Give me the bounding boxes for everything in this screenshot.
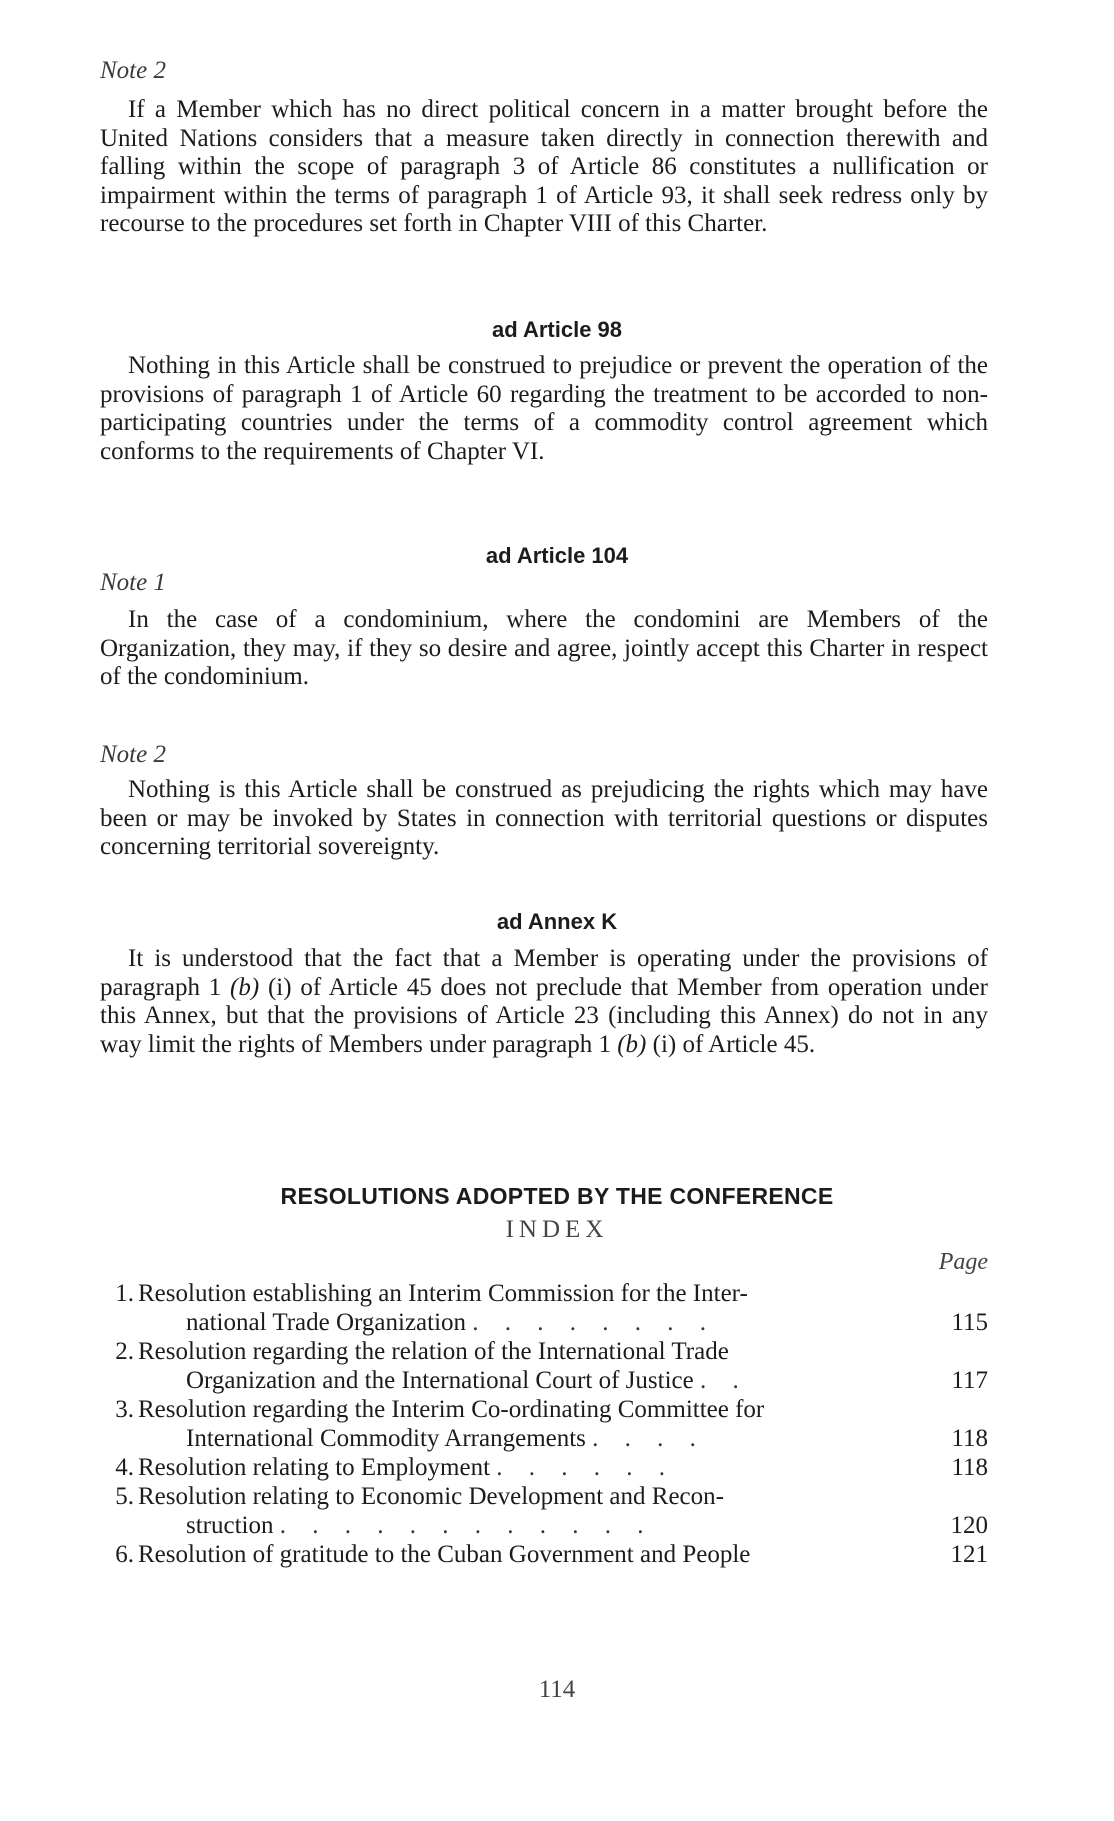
index-item-4: 4. Resolution relating to Employment . . . . . . 118: [115, 1454, 988, 1481]
index-item-3: 3. Resolution regarding the Interim Co-ordinating Committee for International Commodity Arrangements . . . . 118: [115, 1396, 988, 1452]
index-page-number: 120: [950, 1512, 988, 1539]
index-page-number: 117: [951, 1367, 988, 1394]
note-2-paragraph-article-104: Nothing is this Article shall be construed as prejudicing the rights which may have been or may be invoked by States in connection with territorial questions or disputes concerning territorial sovereignty.: [100, 776, 988, 861]
annex-k-paragraph: It is understood that the fact that a Member is operating under the provisions of paragraph 1 (b) (i) of Article 45 does not preclude that Member from operation under this Annex, but that the provisions of Article 23 (including this Annex) do not in any way limit the rights of Members under paragraph 1 (b) (i) of Article 45.: [100, 945, 988, 1058]
resolutions-title: RESOLUTIONS ADOPTED BY THE CONFERENCE: [280, 1183, 834, 1209]
article-98-paragraph: Nothing in this Article shall be construed to prejudice or prevent the operation of the provisions of paragraph 1 of Article 60 regarding the treatment to be accorded to non-participating countries under the terms of a commodity control agreement which conforms to the requirements of Chapter VI.: [100, 352, 988, 465]
index-page-number: 115: [951, 1309, 988, 1336]
index-heading: INDEX: [505, 1216, 609, 1243]
note-2-label-article-104: Note 2: [100, 741, 166, 768]
heading-article-104: ad Article 104: [485, 543, 629, 568]
heading-annex-k: ad Annex K: [496, 909, 618, 934]
note-1-label: Note 1: [100, 569, 166, 596]
index-item-6: 6. Resolution of gratitude to the Cuban Government and People 121: [115, 1541, 988, 1568]
heading-article-98: ad Article 98: [491, 317, 623, 342]
page-column-heading: Page: [938, 1249, 988, 1275]
note-2-label: Note 2: [100, 57, 166, 84]
index-item-1: 1. Resolution establishing an Interim Commission for the Inter- national Trade Organization . . . . . . . . 115: [115, 1280, 988, 1336]
index-page-number: 118: [951, 1425, 988, 1452]
index-page-number: 121: [950, 1541, 988, 1568]
note-2-paragraph: If a Member which has no direct political concern in a matter brought before the United Nations considers that a measure taken directly in connection therewith and falling within the scope of paragraph 3 of Article 86 constitutes a nullification or impairment within the terms of paragraph 1 of Article 93, it shall seek redress only by recourse to the procedures set forth in Chapter VIII of this Charter.: [100, 96, 988, 238]
resolutions-index-list: [100, 1279, 988, 1569]
index-item-5: 5. Resolution relating to Economic Development and Recon- struction . . . . . . . . . . . . 120: [115, 1483, 988, 1539]
note-1-paragraph: In the case of a condominium, where the condomini are Members of the Organization, they may, if they so desire and agree, jointly accept this Charter in respect of the condominium.: [100, 606, 988, 691]
index-item-2: 2. Resolution regarding the relation of the International Trade Organization and the International Court of Justice . . 117: [115, 1338, 988, 1394]
index-page-number: 118: [951, 1454, 988, 1481]
page-number: 114: [538, 1676, 576, 1703]
